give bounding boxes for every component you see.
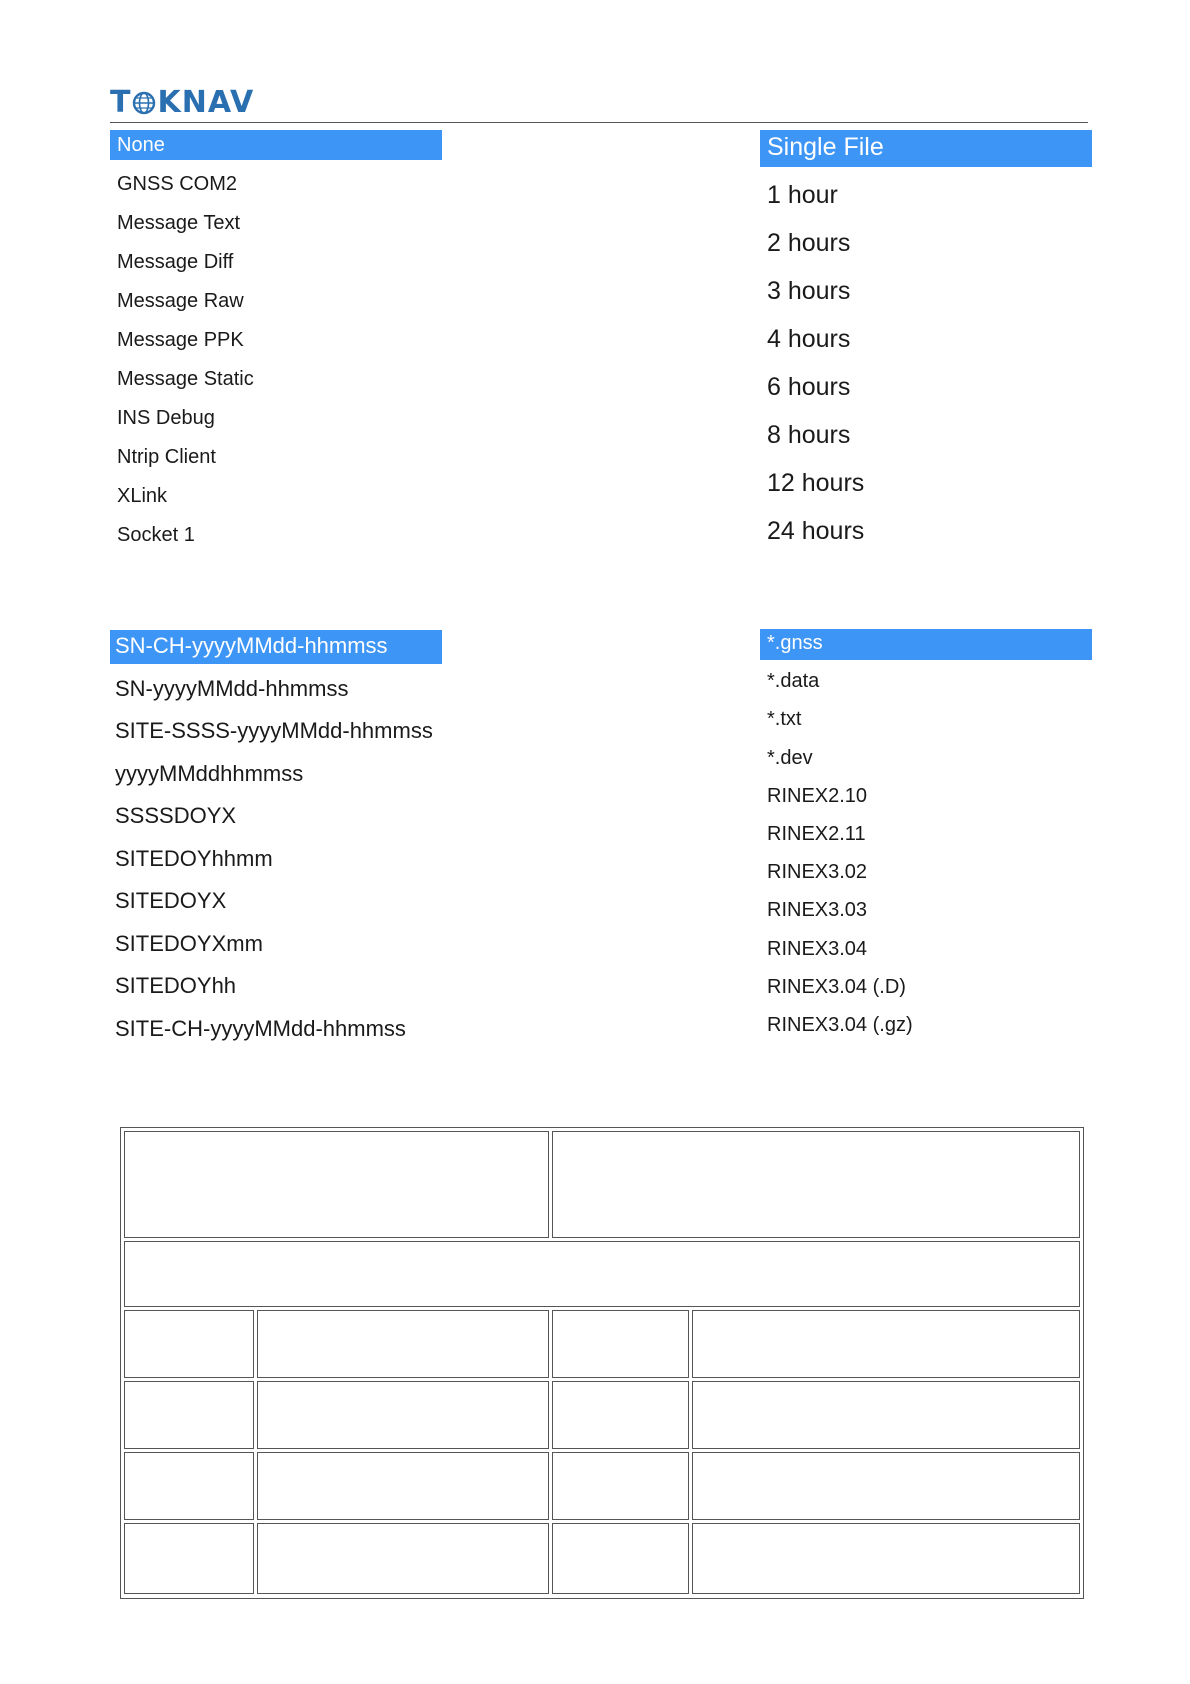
- list-item[interactable]: RINEX2.10: [767, 784, 868, 807]
- table-cell: [257, 1310, 549, 1378]
- list-item[interactable]: SITEDOYhhmm: [115, 845, 273, 871]
- logo-text-right: KNAV: [157, 85, 255, 120]
- table-cell: [692, 1381, 1080, 1449]
- table-cell: [552, 1310, 689, 1378]
- list-item-selected[interactable]: SN-CH-yyyyMMdd-hhmmss: [110, 630, 442, 664]
- list-item[interactable]: RINEX2.11: [767, 823, 866, 845]
- list-item[interactable]: 4 hours: [767, 325, 851, 353]
- list-item[interactable]: Message Raw: [117, 290, 244, 312]
- list-item[interactable]: Message Static: [117, 368, 254, 390]
- table-cell: [552, 1131, 1080, 1238]
- table-cell: [257, 1452, 549, 1520]
- list-item[interactable]: *.dev: [767, 746, 813, 769]
- list-item-selected[interactable]: *.gnss: [760, 629, 1092, 660]
- table-cell: [552, 1381, 689, 1449]
- table-cell: [552, 1452, 689, 1520]
- list-item[interactable]: RINEX3.04: [767, 937, 868, 960]
- logo-text-left: T: [110, 85, 132, 120]
- list-item[interactable]: SITEDOYX: [115, 888, 227, 913]
- list-item[interactable]: Ntrip Client: [117, 446, 216, 468]
- list-item[interactable]: *.data: [767, 670, 820, 693]
- table-cell: [124, 1381, 254, 1449]
- table-cell: [692, 1452, 1080, 1520]
- list-item[interactable]: GNSS COM2: [117, 173, 238, 195]
- list-item[interactable]: 6 hours: [767, 373, 851, 401]
- list-item[interactable]: yyyyMMddhhmmss: [115, 760, 304, 786]
- table-cell: [692, 1310, 1080, 1378]
- list-item[interactable]: *.txt: [767, 708, 802, 731]
- list-item[interactable]: 1 hour: [767, 181, 838, 209]
- list-item[interactable]: XLink: [117, 485, 168, 507]
- list-item[interactable]: Message PPK: [117, 329, 244, 351]
- list-item-selected[interactable]: None: [110, 130, 442, 160]
- empty-table: [120, 1127, 1084, 1599]
- header-divider: [110, 122, 1088, 123]
- list-item[interactable]: 3 hours: [767, 277, 851, 305]
- table-cell: [257, 1381, 549, 1449]
- table-cell: [124, 1310, 254, 1378]
- table-cell: [124, 1131, 549, 1238]
- table-cell: [124, 1523, 254, 1594]
- list-item[interactable]: SSSSDOYX: [115, 803, 237, 828]
- table-cell: [124, 1452, 254, 1520]
- list-item[interactable]: SITE-SSSS-yyyyMMdd-hhmmss: [115, 718, 433, 743]
- table-cell: [552, 1523, 689, 1594]
- list-item[interactable]: RINEX3.04 (.gz): [767, 1014, 913, 1036]
- list-item[interactable]: RINEX3.04 (.D): [767, 975, 906, 998]
- list-item[interactable]: SN-yyyyMMdd-hhmmss: [115, 675, 349, 701]
- list-item[interactable]: 24 hours: [767, 517, 865, 545]
- list-item[interactable]: SITEDOYXmm: [115, 930, 263, 956]
- list-item[interactable]: RINEX3.03: [767, 899, 868, 922]
- list-item[interactable]: SITEDOYhh: [115, 973, 237, 998]
- table-cell: [124, 1241, 1080, 1307]
- list-item[interactable]: Socket 1: [117, 524, 195, 546]
- list-item[interactable]: 12 hours: [767, 469, 865, 497]
- table-cell: [692, 1523, 1080, 1594]
- list-item[interactable]: Message Text: [117, 212, 241, 234]
- list-item[interactable]: RINEX3.02: [767, 861, 868, 884]
- list-item[interactable]: INS Debug: [117, 407, 215, 429]
- toknav-logo: [110, 85, 255, 120]
- list-item[interactable]: SITE-CH-yyyyMMdd-hhmmss: [115, 1015, 406, 1041]
- list-item[interactable]: 2 hours: [767, 229, 851, 257]
- globe-icon: [132, 91, 156, 115]
- list-item-selected[interactable]: Single File: [760, 130, 1092, 167]
- list-item[interactable]: 8 hours: [767, 421, 851, 449]
- table-cell: [257, 1523, 549, 1594]
- list-item[interactable]: Message Diff: [117, 251, 234, 273]
